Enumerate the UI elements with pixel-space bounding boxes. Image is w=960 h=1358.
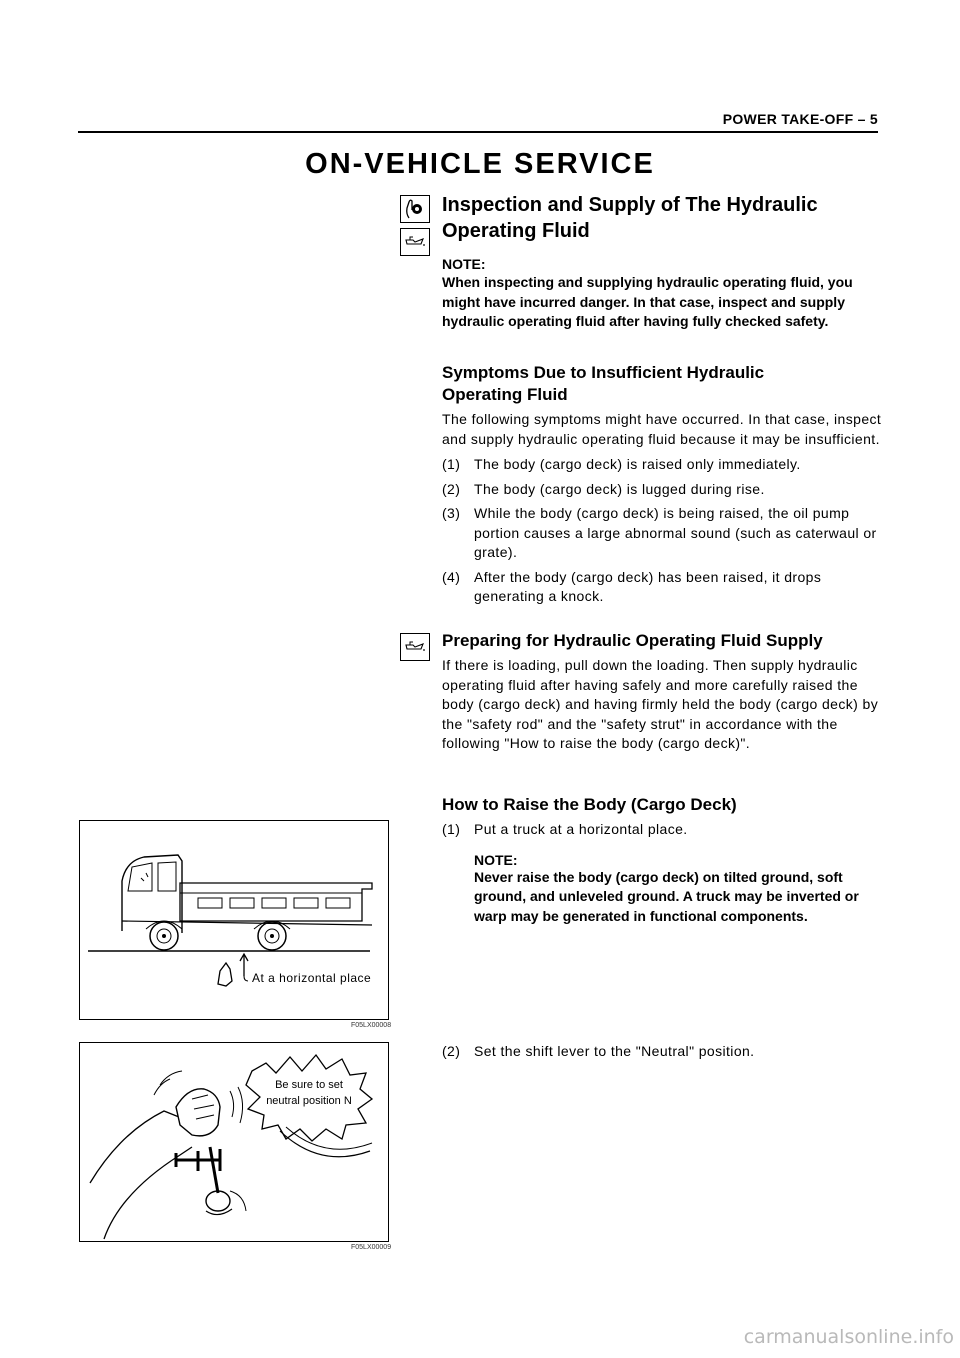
list-item-number: (1) (442, 456, 461, 472)
paragraph: If there is loading, pull down the loading. Then supply hydraulic operating fluid after having safely and more carefully raised the body (cargo deck) and having firmly held the body (cargo deck) by the "safety rod" and the "safety strut" in accordance with the following "How to raise the body (cargo deck)". (442, 657, 879, 751)
section-preparing (442, 630, 882, 754)
section-heading: How to Raise the Body (Cargo Deck) (442, 795, 737, 814)
bubble-line: neutral position N (266, 1095, 352, 1107)
list-item (442, 1042, 882, 1062)
speech-bubble-text (250, 1077, 368, 1109)
list-item (442, 480, 882, 500)
section-raise-body (442, 794, 882, 926)
section-inspection (442, 192, 882, 332)
inspect-icon (400, 195, 430, 223)
list-item (442, 504, 882, 563)
figure-shift-lever (79, 1042, 389, 1242)
figure-truck-horizontal (79, 820, 389, 1020)
page-header-label: POWER TAKE-OFF – 5 (722, 111, 878, 127)
list-item-text: The body (cargo deck) is lugged during rise. (474, 480, 765, 497)
page-title: ON-VEHICLE SERVICE (305, 148, 655, 180)
paragraph: The following symptoms might have occurred. In that case, inspect and supply hydraulic operating fluid because it may be insufficient. (442, 411, 882, 447)
list-item-text: While the body (cargo deck) is being raised, the oil pump portion causes a large abnormal sound (such as caterwaul or grate). (474, 505, 877, 560)
section-heading-cont: Operating Fluid (442, 385, 568, 404)
list-item-text: Set the shift lever to the "Neutral" position. (474, 1043, 755, 1059)
note-label: NOTE: (474, 851, 518, 868)
list-item-number: (3) (442, 505, 461, 521)
section-symptoms (442, 362, 882, 607)
list-item (442, 568, 882, 607)
section-heading: Symptoms Due to Insufficient Hydraulic (442, 363, 765, 382)
oil-can-icon (400, 633, 430, 661)
watermark: carmanualsonline.info (743, 1326, 954, 1348)
list-item-text: After the body (cargo deck) has been raised, it drops generating a knock. (474, 568, 822, 604)
step-neutral (442, 1042, 882, 1062)
section-heading-cont: Operating Fluid (442, 220, 590, 242)
list-item-number: (2) (442, 480, 461, 497)
section-heading: Inspection and Supply of The Hydraulic (442, 194, 818, 216)
figure-code: F05LX00009 (351, 1244, 392, 1251)
list-item-text: The body (cargo deck) is raised only immediately. (474, 456, 801, 472)
list-item (442, 455, 882, 475)
figure-code: F05LX00008 (351, 1022, 392, 1029)
list-item-text: Put a truck at a horizontal place. (474, 821, 688, 837)
truck-illustration (80, 821, 388, 1019)
shift-lever-illustration (80, 1043, 388, 1241)
oil-can-icon (400, 228, 430, 256)
section-heading: Preparing for Hydraulic Operating Fluid Supply (442, 631, 823, 650)
header-rule (78, 131, 878, 133)
list-item-number: (4) (442, 568, 461, 585)
bubble-line: Be sure to set (275, 1079, 343, 1091)
note-block (442, 852, 874, 927)
note-text: When inspecting and supplying hydraulic operating fluid, you might have incurred danger. In that case, inspect and supply hydraulic operating fluid after having fully checked safety. (442, 274, 853, 329)
list-item-number: (1) (442, 821, 461, 837)
list-item (442, 820, 882, 840)
note-text: Never raise the body (cargo deck) on tilted ground, soft ground, and unleveled ground. A truck may be inverted or warp may be generated in functional components. (474, 868, 859, 924)
list-item-number: (2) (442, 1043, 461, 1059)
note-label: NOTE: (442, 256, 486, 272)
figure-caption: At a horizontal place (252, 971, 372, 985)
